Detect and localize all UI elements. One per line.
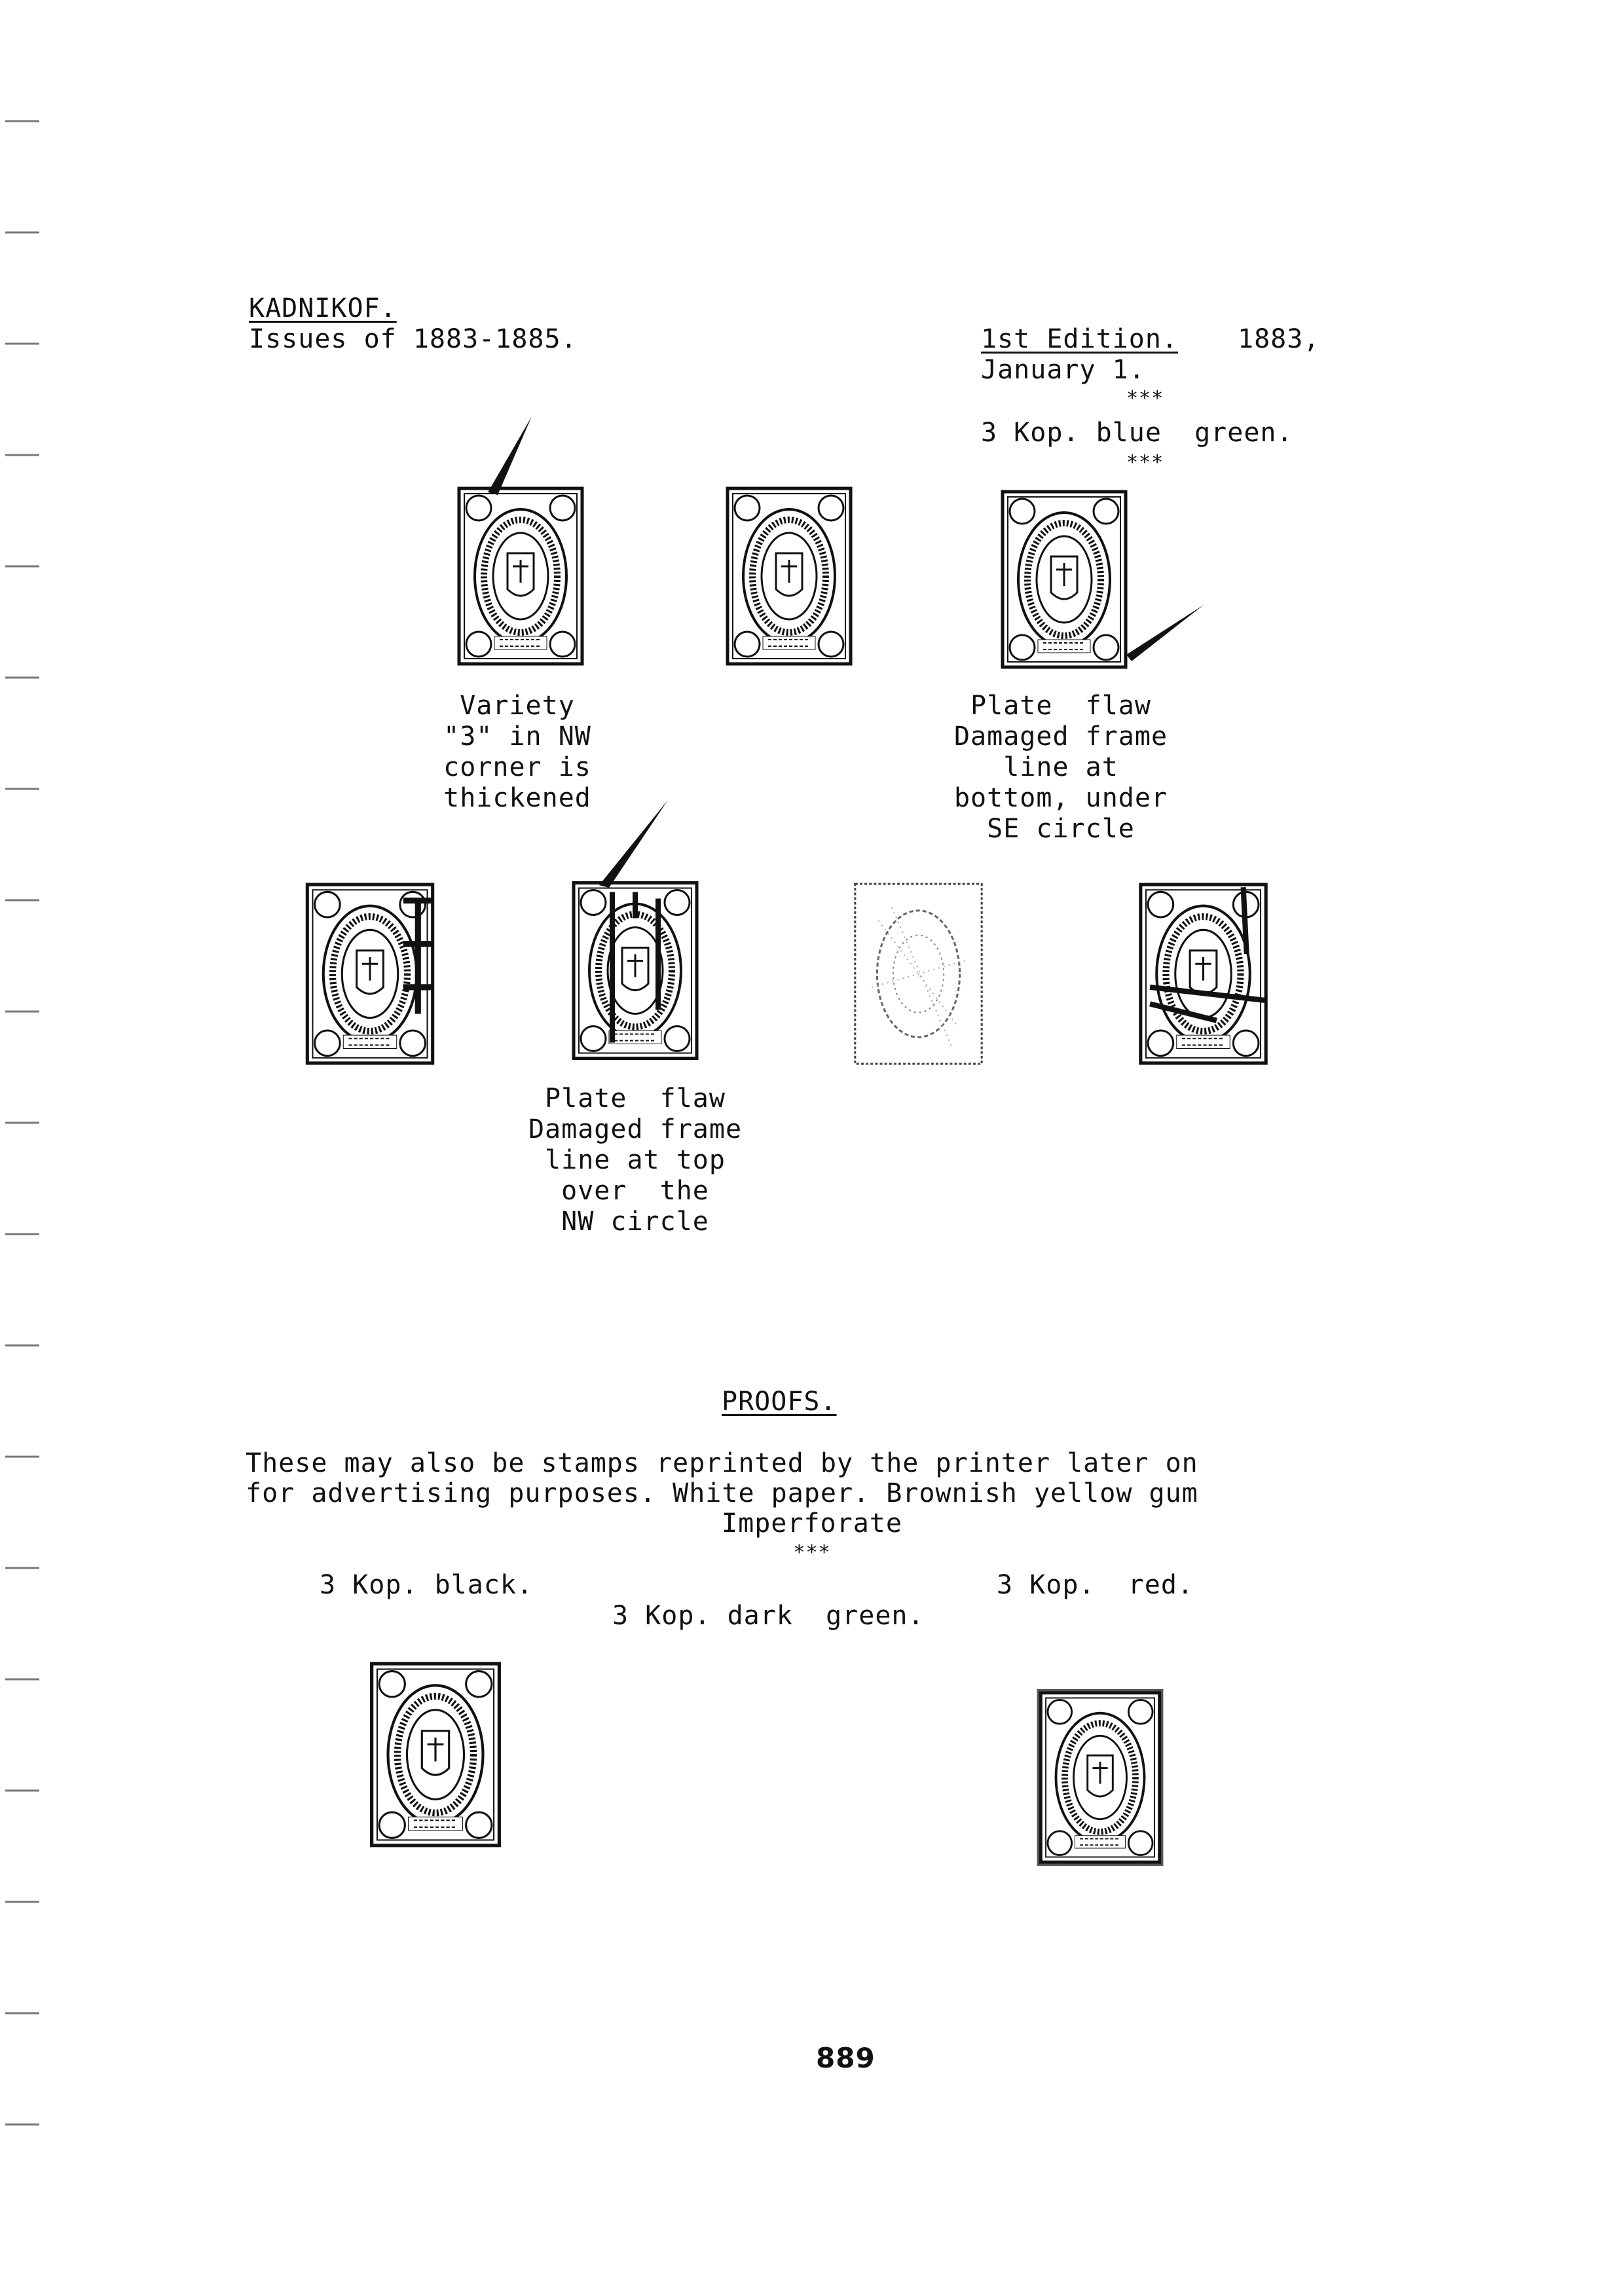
proof-dark-green-label: 3 Kop. dark green. bbox=[612, 1601, 925, 1631]
edition-date: January 1. bbox=[981, 355, 1145, 385]
stamp-cancelled-1 bbox=[298, 881, 442, 1067]
stamp-plate-flaw-bottom bbox=[999, 488, 1130, 671]
proof-red-label: 3 Kop. red. bbox=[997, 1570, 1194, 1600]
stamp-normal bbox=[724, 484, 855, 668]
stamp-description: 3 Kop. blue green. bbox=[981, 418, 1293, 448]
separator-stars: *** bbox=[1126, 451, 1164, 474]
stamp-plate-flaw-top bbox=[570, 877, 701, 1064]
caption-plate-flaw-top: Plate flaw Damaged frame line at top over the NW circle bbox=[528, 1084, 743, 1237]
stamp-cancelled-2 bbox=[1133, 881, 1274, 1067]
place-name: KADNIKOF. bbox=[249, 293, 397, 323]
binding-margin-marks bbox=[0, 0, 59, 2296]
caption-variety: Variety "3" in NW corner is thickened bbox=[443, 691, 591, 813]
proofs-title: PROOFS. bbox=[722, 1387, 837, 1417]
stamp-variety bbox=[455, 484, 586, 668]
proofs-text-line-2: for advertising purposes. White paper. Brownish yellow gum bbox=[246, 1478, 1198, 1508]
issues-heading: Issues of 1883-1885. bbox=[249, 324, 578, 354]
edition-title: 1st Edition. bbox=[981, 324, 1178, 354]
proof-black-label: 3 Kop. black. bbox=[320, 1570, 534, 1600]
page-number: 889 bbox=[816, 2042, 876, 2074]
stamp-proof-black bbox=[367, 1660, 504, 1850]
edition-year: 1883, bbox=[1238, 324, 1320, 354]
separator-stars: *** bbox=[1126, 387, 1164, 410]
proofs-text-line-1: These may also be stamps reprinted by the printer later on bbox=[246, 1448, 1198, 1478]
stamp-faded bbox=[848, 881, 989, 1067]
separator-stars: *** bbox=[793, 1541, 831, 1564]
proofs-text-line-3: Imperforate bbox=[722, 1508, 902, 1539]
stamp-proof-red bbox=[1031, 1689, 1169, 1866]
caption-plate-flaw-bottom: Plate flaw Damaged frame line at bottom, under SE circle bbox=[953, 691, 1168, 844]
